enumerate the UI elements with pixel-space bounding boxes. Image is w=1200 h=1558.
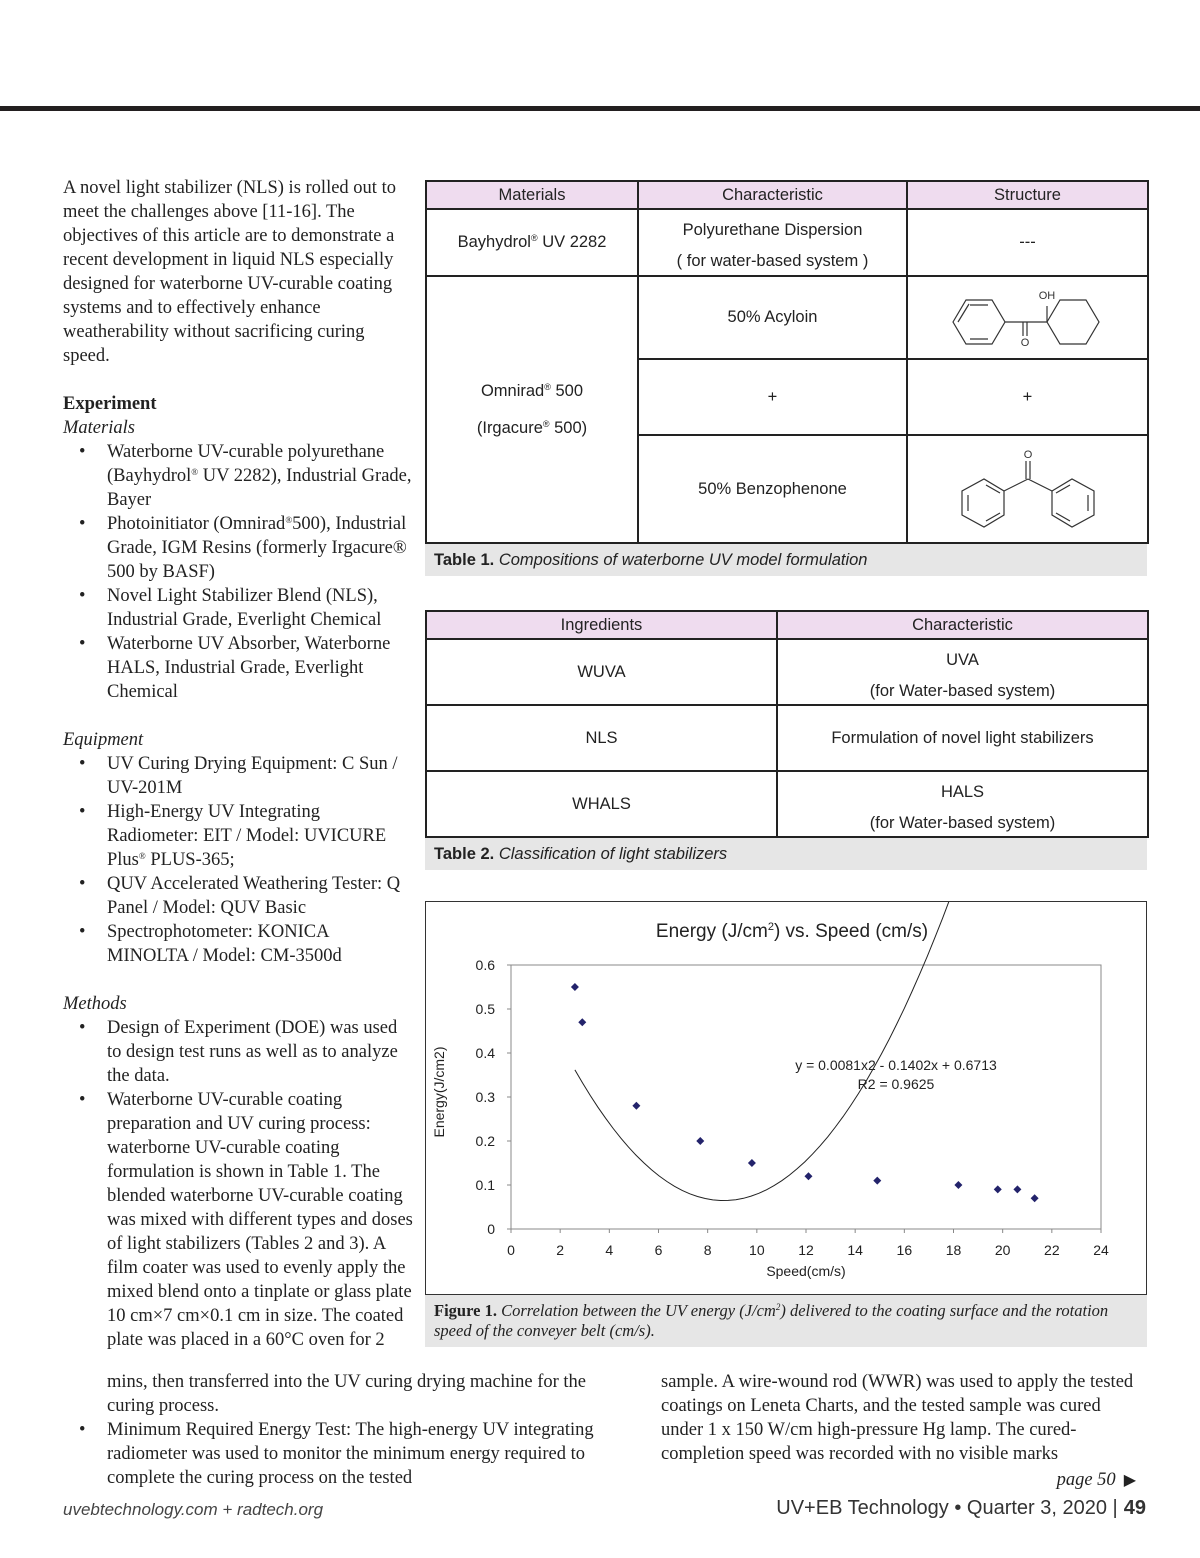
y-tick-label: 0.1: [475, 1177, 495, 1193]
x-tick-label: 12: [798, 1242, 814, 1258]
data-point: [632, 1102, 640, 1110]
list-item: • Design of Experiment (DOE) was used to design test runs as well as to analyze the data.: [63, 1016, 413, 1088]
materials-heading: Materials: [63, 418, 135, 438]
data-point: [578, 1018, 586, 1026]
continued-page-link[interactable]: page 50 ▶: [1056, 1470, 1136, 1490]
x-axis-label: Speed(cm/s): [766, 1263, 846, 1279]
table1-cell-structure: [907, 276, 1148, 359]
table-row: [426, 705, 1148, 771]
y-tick-label: 0.4: [475, 1045, 495, 1061]
r-squared: R2 = 0.9625: [857, 1076, 935, 1092]
figure-1: [425, 901, 1147, 1295]
experiment-heading: Experiment: [63, 394, 157, 414]
list-item: • Photoinitiator (Omnirad®500), Industrial Grade, IGM Resins (formerly Irgacure® 500 by BASF): [63, 512, 413, 584]
table1-header-materials: Materials: [426, 181, 638, 209]
energy-speed-chart: [426, 902, 1146, 1294]
y-tick-label: 0.6: [475, 957, 495, 973]
table-1: [425, 180, 1147, 576]
data-point: [954, 1181, 962, 1189]
table2-cell-ingredient: NLS: [426, 705, 777, 771]
x-tick-label: 24: [1093, 1242, 1109, 1258]
x-tick-label: 6: [654, 1242, 663, 1258]
list-item: • Waterborne UV-curable coating preparation and UV curing process: waterborne UV-curable coating formulation is shown in Table 1. The blended waterborne UV-curable coating was mixed with different types and doses of light stabilizers (Tables 2 and 3). A film coater was used to evenly apply the mixed blend onto a tinplate or glass plate 10 cm×7 cm×0.1 cm in size. The coated plate was placed in a 60°C oven for 2: [63, 1088, 413, 1352]
equipment-heading: Equipment: [63, 730, 144, 750]
x-tick-label: 16: [896, 1242, 913, 1258]
table2-cell-ingredient: WUVA: [426, 639, 777, 705]
carbonyl-label: O: [1023, 449, 1032, 461]
table1-header-structure: Structure: [907, 181, 1148, 209]
trendline: [575, 902, 1035, 1201]
list-item: • Spectrophotometer: KONICA MINOLTA / Model: CM-3500d: [63, 920, 413, 968]
benzophenone-structure-icon: [948, 441, 1108, 537]
table1-cell-characteristic: +: [638, 359, 907, 435]
y-tick-label: 0: [487, 1221, 495, 1237]
x-tick-label: 22: [1044, 1242, 1060, 1258]
equipment-list: [63, 752, 413, 968]
hydroxyl-label: OH: [1038, 289, 1055, 302]
data-point: [804, 1172, 812, 1180]
list-item: • Novel Light Stabilizer Blend (NLS), Industrial Grade, Everlight Chemical: [63, 584, 413, 632]
y-tick-label: 0.3: [475, 1089, 495, 1105]
acyloin-structure-icon: [943, 286, 1113, 350]
table1-cell-characteristic: Polyurethane Dispersion ( for water-based system ): [638, 209, 907, 276]
list-item: • QUV Accelerated Weathering Tester: Q Panel / Model: QUV Basic: [63, 872, 413, 920]
chart-title: Energy $(J/cm^2)$ vs. Speed (cm/s): [655, 921, 929, 942]
table1-cell-material: Omnirad® 500 (Irgacure® 500): [426, 276, 638, 543]
y-tick-label: 0.2: [475, 1133, 495, 1149]
table1-cell-characteristic: 50% Benzophenone: [638, 435, 907, 543]
left-column: [63, 176, 413, 1352]
table1-caption: Table 1. Compositions of waterborne UV model formulation: [425, 544, 1147, 576]
table-2: [425, 610, 1147, 870]
table2-header-characteristic: Characteristic: [777, 611, 1148, 639]
table1-cell-structure: +: [907, 359, 1148, 435]
x-tick-label: 8: [703, 1242, 712, 1258]
x-tick-label: 10: [749, 1242, 765, 1258]
data-point: [873, 1177, 881, 1185]
table1-cell-structure: [907, 435, 1148, 543]
plot-area: [511, 965, 1101, 1229]
list-item: • UV Curing Drying Equipment: C Sun / UV-201M: [63, 752, 413, 800]
data-point: [571, 983, 579, 991]
figure1-caption: Figure 1. Correlation between the UV energy $(J/cm^2)$ delivered to the coating surface and the rotation speed of the conveyer belt (cm/s).: [425, 1295, 1147, 1347]
table2-cell-characteristic: Formulation of novel light stabilizers: [777, 705, 1148, 771]
data-point: [696, 1137, 704, 1145]
arrow-right-icon: ▶: [1123, 1472, 1136, 1489]
page-number: 49: [1123, 1497, 1146, 1519]
table1-cell-structure: ---: [907, 209, 1148, 276]
data-point: [994, 1185, 1002, 1193]
list-item: • Minimum Required Energy Test: The high-energy UV integrating radiometer was used to monitor the minimum energy required to complete the curing process on the tested: [79, 1420, 594, 1488]
table2-cell-characteristic: UVA (for Water-based system): [777, 639, 1148, 705]
methods-list: [63, 1016, 413, 1352]
bottom-right-text: sample. A wire-wound rod (WWR) was used to apply the tested coatings on Leneta Charts, and the tested sample was cured under 1 x 150 W/cm high-pressure Hg lamp. The cured-completion speed was recorded with no visible marks: [661, 1372, 1134, 1464]
list-item: • High-Energy UV Integrating Radiometer: EIT / Model: UVICURE Plus® PLUS-365;: [63, 800, 413, 872]
list-item: • Waterborne UV Absorber, Waterborne HALS, Industrial Grade, Everlight Chemical: [63, 632, 413, 704]
x-tick-label: 14: [847, 1242, 863, 1258]
x-tick-label: 2: [556, 1242, 565, 1258]
footer-publication: UV+EB Technology • Quarter 3, 2020 | 49: [776, 1497, 1146, 1519]
table-row: [426, 639, 1148, 705]
table-row: [426, 771, 1148, 837]
trendline-equation: y = 0.0081x2 - 0.1402x + 0.6713: [795, 1057, 997, 1073]
carbonyl-label: O: [1020, 336, 1029, 349]
materials-list: [63, 440, 413, 704]
intro-paragraph: A novel light stabilizer (NLS) is rolled out to meet the challenges above [11-16]. The objectives of this article are to demonstrate a recent development in liquid NLS especially designed for waterborne UV-curable coating systems and to effectively enhance weatherability without sacrificing curing speed.: [63, 178, 396, 366]
x-tick-label: 0: [507, 1242, 515, 1258]
table1-cell-characteristic: 50% Acyloin: [638, 276, 907, 359]
x-tick-label: 20: [994, 1242, 1011, 1258]
x-tick-label: 18: [945, 1242, 962, 1258]
list-item: • Waterborne UV-curable polyurethane (Bayhydrol® UV 2282), Industrial Grade, Bayer: [63, 440, 413, 512]
table1-header-characteristic: Characteristic: [638, 181, 907, 209]
table2-cell-ingredient: WHALS: [426, 771, 777, 837]
methods-heading: Methods: [63, 994, 127, 1014]
table2-caption: Table 2. Classification of light stabilizers: [425, 838, 1147, 870]
data-point: [748, 1159, 756, 1167]
y-tick-label: 0.5: [475, 1001, 495, 1017]
table1-cell-material: Bayhydrol® UV 2282: [426, 209, 638, 276]
table2-cell-characteristic: HALS (for Water-based system): [777, 771, 1148, 837]
bottom-left-text: [63, 1370, 603, 1490]
data-point: [1013, 1185, 1021, 1193]
table2-header-ingredients: Ingredients: [426, 611, 777, 639]
methods-continuation: mins, then transferred into the UV curing drying machine for the curing process.: [107, 1372, 586, 1416]
footer-websites: uvebtechnology.com + radtech.org: [63, 1500, 324, 1519]
data-point: [1031, 1194, 1039, 1202]
y-axis-label: Energy(J/cm2): [431, 1046, 447, 1138]
x-tick-label: 4: [605, 1242, 614, 1258]
header-rule: [0, 106, 1200, 111]
